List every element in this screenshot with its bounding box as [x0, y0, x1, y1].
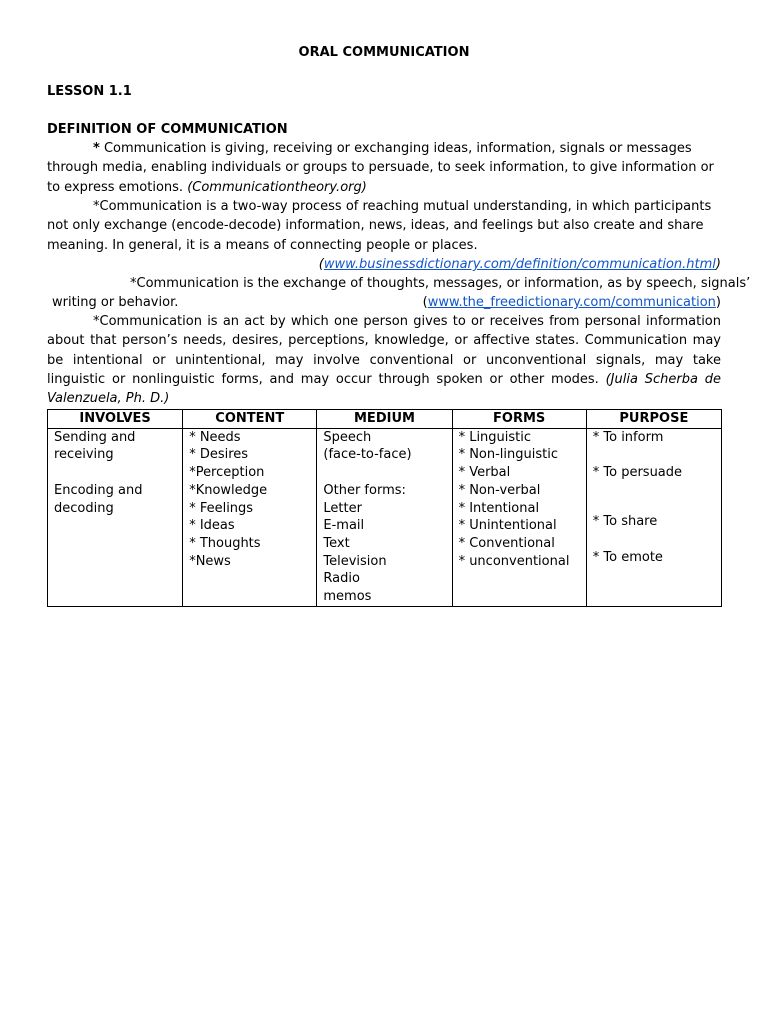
freedictionary-link[interactable]: www.the_freedictionary.com/communication	[427, 295, 716, 310]
definition-1	[47, 139, 721, 197]
cell-content	[183, 428, 317, 606]
definition-2-source	[47, 255, 721, 274]
table-header-row	[48, 410, 722, 429]
content-item: * Thoughts	[189, 535, 261, 551]
communication-table	[47, 409, 722, 607]
cell-forms	[452, 428, 586, 606]
purpose-item: * To share	[592, 514, 658, 530]
definition-3-source-open: (	[422, 295, 428, 310]
definition-2	[47, 197, 721, 255]
cell-involves	[48, 428, 183, 606]
cell-medium	[317, 428, 452, 606]
definition-4-text: *Communication is an act by which one person gives to or receives from personal information about that person’s needs, desires, perceptions, knowledge, or affective states. Communication may be intentional or unintentional, may involve conventional or unconventional signals, may take linguistic or nonlinguistic forms, and may occur through spoken or other modes.	[47, 314, 721, 387]
content-item: *Knowledge	[189, 482, 268, 498]
header-forms: FORMS	[452, 410, 586, 429]
forms-item: * Linguistic	[458, 429, 532, 445]
content-item: * Needs	[189, 429, 241, 445]
content-item: * Desires	[189, 447, 249, 463]
definition-3-line-2: writing or behavior.	[52, 295, 179, 310]
forms-item: * Intentional	[458, 500, 540, 516]
content-item: * Ideas	[189, 518, 235, 534]
forms-item: * Conventional	[458, 535, 555, 551]
content-item: *News	[189, 553, 231, 569]
header-content: CONTENT	[183, 410, 317, 429]
involves-item: decoding	[54, 500, 114, 516]
purpose-item: * To inform	[592, 429, 664, 445]
medium-item: Letter	[323, 500, 362, 516]
medium-item: Television	[323, 553, 387, 569]
involves-item: Sending and	[54, 429, 136, 445]
involves-item: receiving	[54, 447, 114, 463]
medium-item: Radio	[323, 571, 360, 587]
medium-item: Other forms:	[323, 482, 406, 498]
definition-4-source: (Julia Scherba de Valenzuela, Ph. D.)	[47, 371, 721, 407]
forms-item: * unconventional	[458, 553, 570, 569]
involves-item: Encoding and	[54, 482, 143, 498]
medium-item: Text	[323, 535, 350, 551]
medium-item: Speech	[323, 429, 372, 445]
purpose-item: * To emote	[592, 549, 663, 565]
purpose-item: * To persuade	[592, 465, 683, 481]
forms-item: * Non-linguistic	[458, 447, 558, 463]
definition-3-source-close: )	[715, 295, 721, 310]
medium-item: (face-to-face)	[323, 447, 412, 463]
header-medium: MEDIUM	[317, 410, 452, 429]
section-heading: DEFINITION OF COMMUNICATION	[47, 122, 288, 137]
forms-item: * Unintentional	[458, 518, 557, 534]
forms-item: * Non-verbal	[458, 482, 541, 498]
header-involves: INVOLVES	[48, 410, 183, 429]
definition-2-source-open: (	[318, 257, 324, 272]
cell-purpose	[586, 428, 721, 606]
businessdictionary-link[interactable]: www.businessdictionary.com/definition/communication.html	[323, 257, 716, 272]
definition-2-text: *Communication is a two-way process of reaching mutual understanding, in which participants not only exchange (encode-decode) information, news, ideas, and feelings but also create and share meaning. In general, it is a means of connecting people or places.	[47, 199, 712, 253]
definition-1-source: (Communicationtheory.org)	[187, 179, 367, 195]
medium-item: E-mail	[323, 518, 365, 534]
document-title: ORAL COMMUNICATION	[298, 45, 470, 60]
definition-2-source-close: )	[715, 257, 721, 272]
definition-4	[47, 312, 721, 408]
definition-3-line-1: *Communication is the exchange of thoughts, messages, or information, as by speech, signals’	[130, 276, 751, 291]
medium-item: memos	[323, 589, 372, 605]
header-purpose: PURPOSE	[586, 410, 721, 429]
forms-item: * Verbal	[458, 465, 511, 481]
definition-1-bullet: *	[93, 141, 100, 156]
content-item: *Perception	[189, 465, 265, 481]
table-row	[48, 428, 722, 606]
definition-3-source	[47, 293, 721, 312]
lesson-label: LESSON 1.1	[47, 84, 132, 99]
content-item: * Feelings	[189, 500, 254, 516]
definition-1-text: Communication is giving, receiving or exchanging ideas, information, signals or messages through media, enabling individuals or groups to persuade, to seek information, to give information or to express emotions.	[47, 141, 714, 195]
